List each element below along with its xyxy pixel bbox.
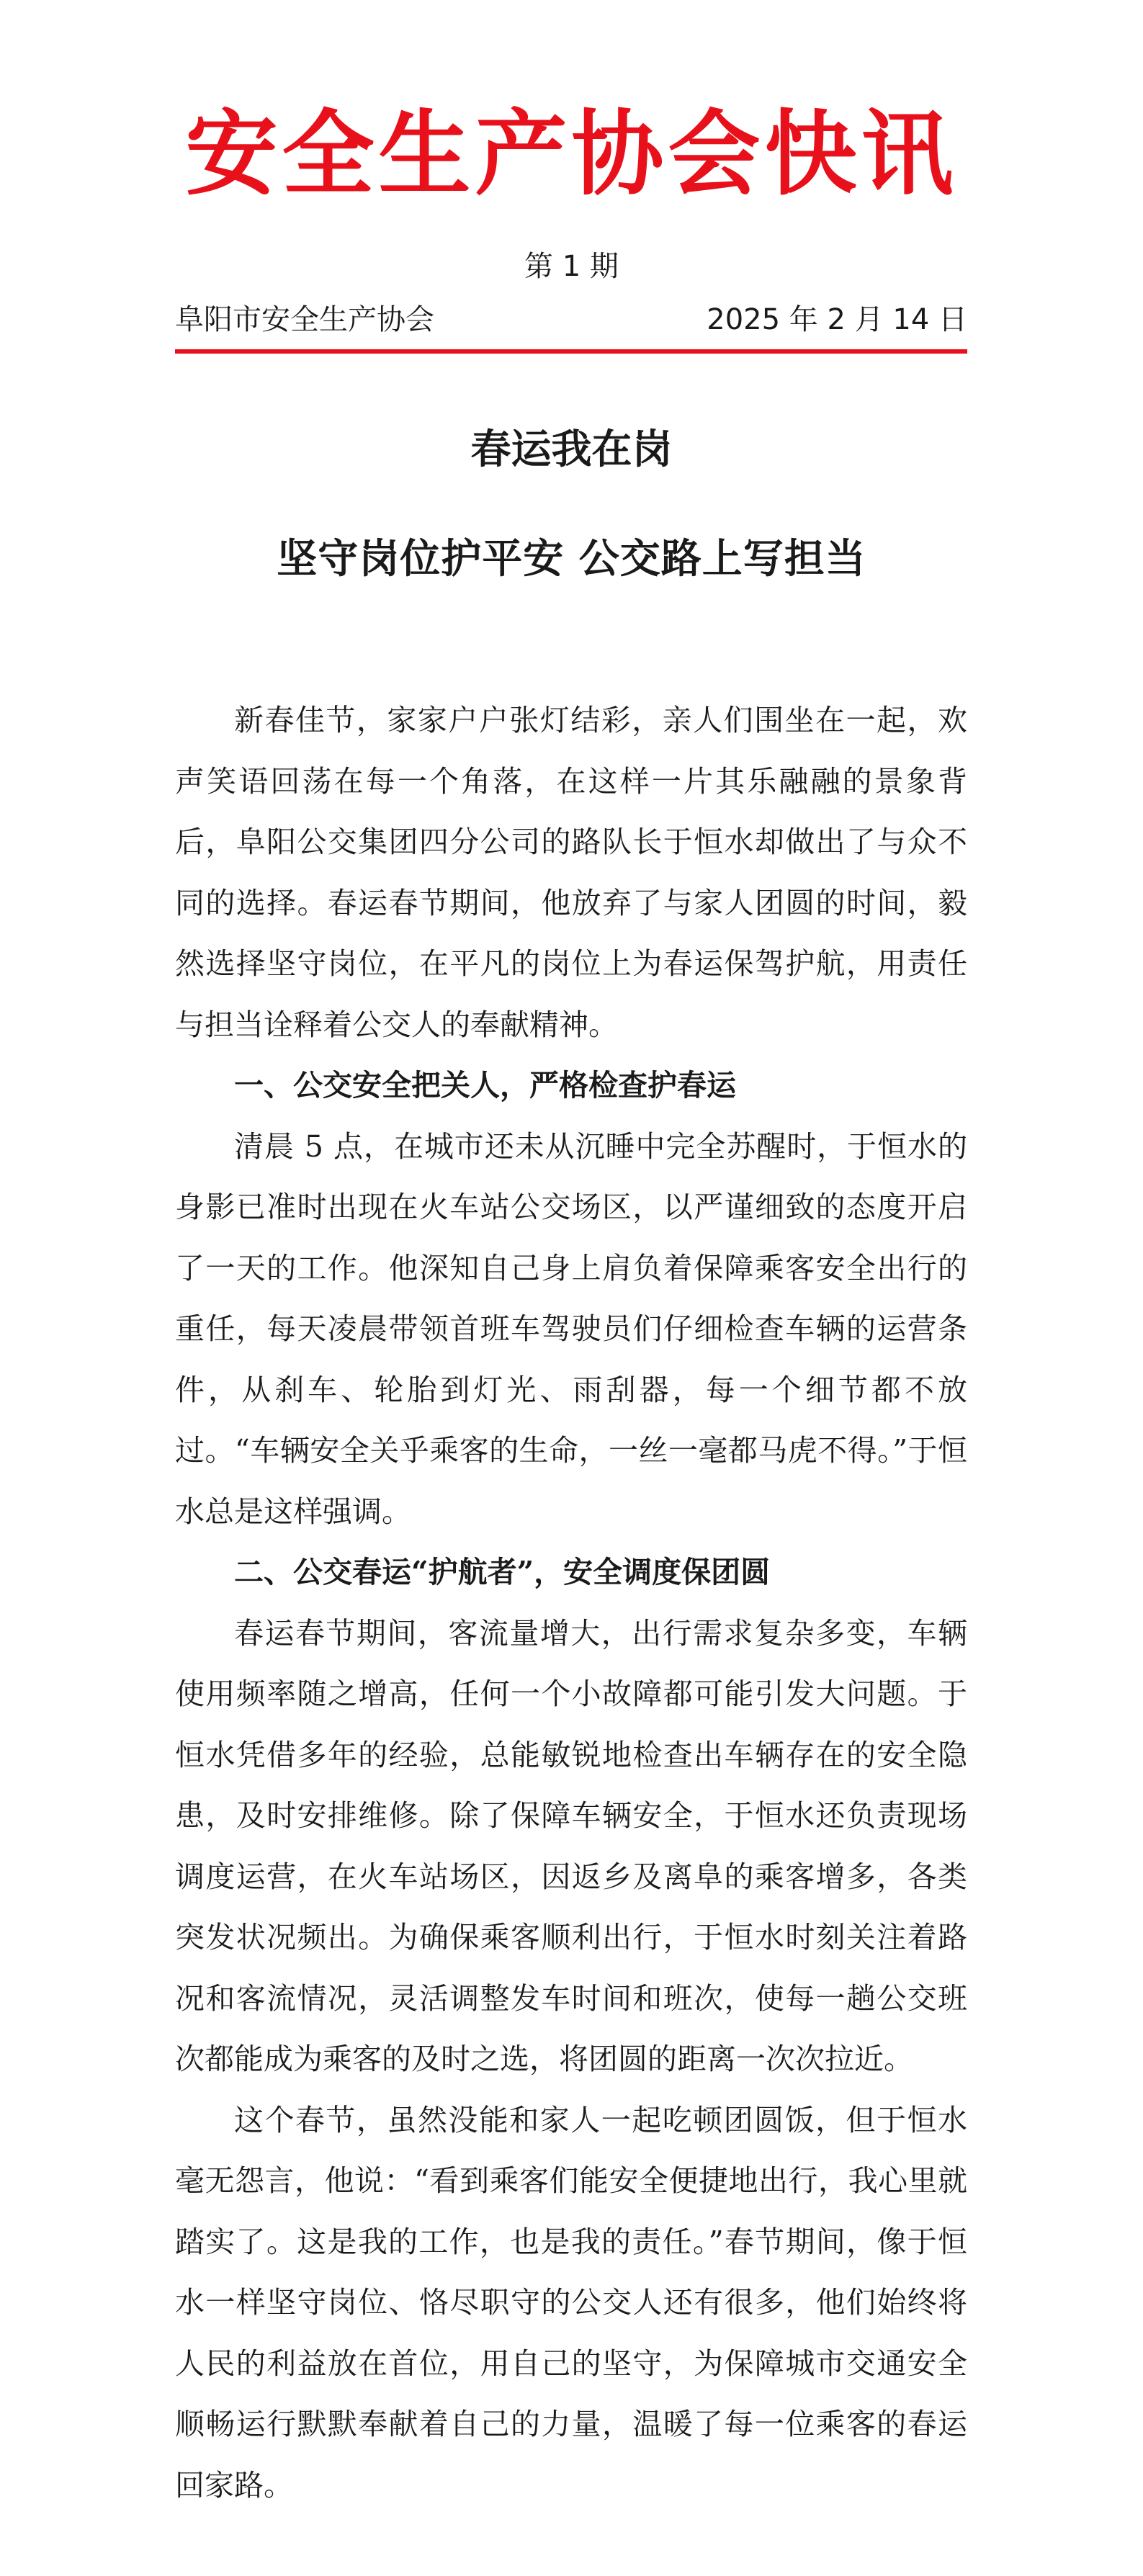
article-paragraph: 新春佳节，家家户户张灯结彩，亲人们围坐在一起，欢声笑语回荡在每一个角落，在这样一片其乐融融的景象背后，阜阳公交集团四分公司的路队长于恒水却做出了与众不同的选择。春运春节期间，他放弃了与家人团圆的时间，毅然选择坚守岗位，在平凡的岗位上为春运保驾护航，用责任与担当诠释着公交人的奉献精神。 (175, 703, 967, 1042)
section-heading: 二、公交春运“护航者”，安全调度保团圆 (234, 1555, 771, 1589)
article-body (175, 690, 967, 2516)
publication-date: 2025 年 2 月 14 日 (707, 303, 967, 336)
publisher-organization: 阜阳市安全生产协会 (175, 303, 434, 336)
bulletin-masthead-title: 安全生产协会快讯 (185, 100, 958, 208)
issue-number: 第 1 期 (524, 250, 619, 283)
article-paragraph: 这个春节，虽然没能和家人一起吃顿团圆饭，但于恒水毫无怨言，他说：“看到乘客们能安全便捷地出行，我心里就踏实了。这是我的工作，也是我的责任。”春节期间，像于恒水一样坚守岗位、恪尽职守的公交人还有很多，他们始终将人民的利益放在首位，用自己的坚守，为保障城市交通安全顺畅运行默默奉献着自己的力量，温暖了每一位乘客的春运回家路。 (175, 2102, 967, 2503)
article-title: 春运我在岗 (470, 426, 673, 473)
article-paragraph: 清晨 5 点，在城市还未从沉睡中完全苏醒时，于恒水的身影已准时出现在火车站公交场区，以严谨细致的态度开启了一天的工作。他深知自己身上肩负着保障乘客安全出行的重任，每天凌晨带领首班车驾驶员们仔细检查车辆的运营条件，从刹车、轮胎到灯光、雨刮器，每一个细节都不放过。“车辆安全关乎乘客的生命，一丝一毫都马虎不得。”于恒水总是这样强调。 (175, 1128, 967, 1529)
section-heading: 一、公交安全把关人，严格检查护春运 (234, 1068, 736, 1103)
article-paragraph: 春运春节期间，客流量增大，出行需求复杂多变，车辆使用频率随之增高，任何一个小故障都可能引发大问题。于恒水凭借多年的经验，总能敏锐地检查出车辆存在的安全隐患，及时安排维修。除了保障车辆安全，于恒水还负责现场调度运营，在火车站场区，因返乡及离阜的乘客增多，各类突发状况频出。为确保乘客顺利出行，于恒水时刻关注着路况和客流情况，灵活调整发车时间和班次，使每一趟公交班次都能成为乘客的及时之选，将团圆的距离一次次拉近。 (175, 1615, 967, 2076)
header-divider-rule (175, 349, 967, 354)
article-subtitle: 坚守岗位护平安 公交路上写担当 (277, 535, 866, 583)
